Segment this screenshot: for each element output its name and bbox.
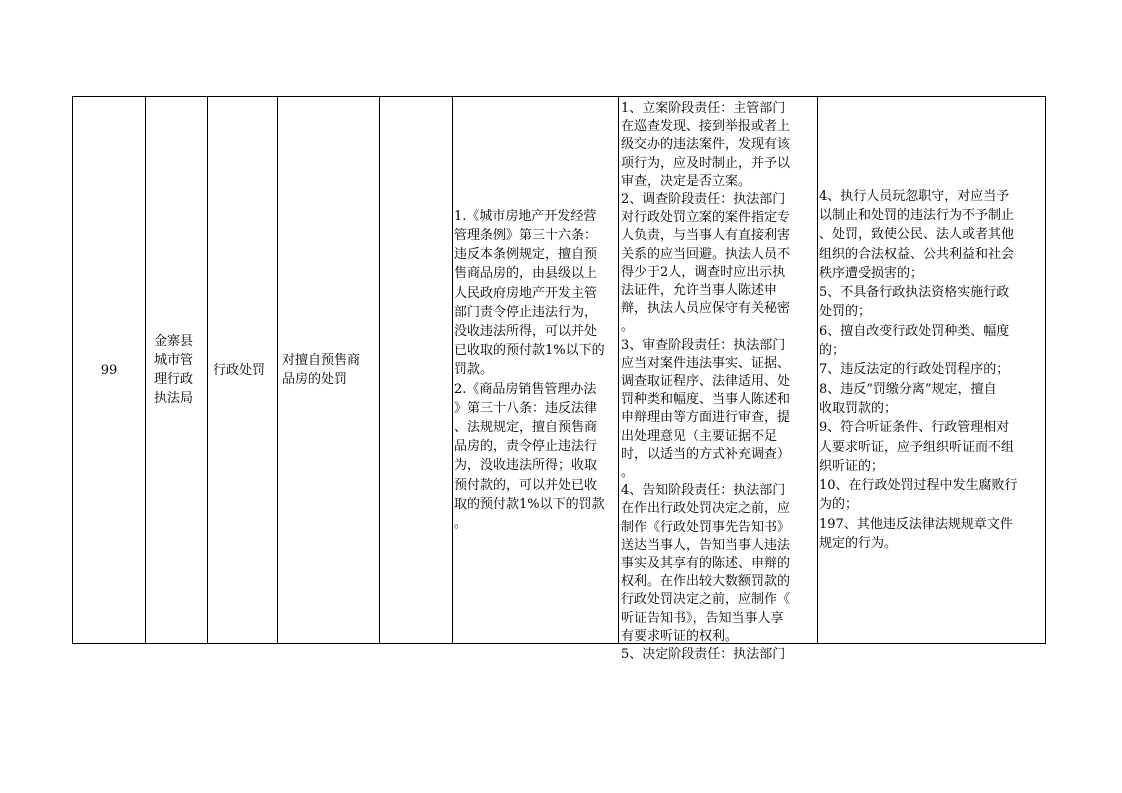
sub-item-cell — [379, 97, 452, 643]
row-number-cell — [73, 97, 145, 643]
power-item-name: 对擅自预售商 品房的处罚 — [282, 353, 361, 387]
department-cell — [145, 97, 207, 643]
row-number: 99 — [100, 362, 118, 378]
power-category: 行政处罚 — [213, 362, 266, 378]
legal-basis-text: 1.《城市房地产开发经营 管理条例》第三十六条： 违反本条例规定，擅自预 售商品房的，由县级以上 人民政府房地产开发主管 部门责令停止违法行为， 没收违法所得，可以并处 已收取的预付款1%以下的 罚款。 2.《商品房销售管理办法 》第三十八条：违反法律 、法规规定，擅自预售商 品房的，责令停止违法行 为，没收违法所得；收取 预付款的，可以并处已收 取的预付款1%以下的罚款 。 — [454, 208, 605, 532]
power-list-table — [72, 96, 1046, 663]
accountability-cell — [817, 97, 1045, 643]
item-name-cell — [277, 97, 379, 643]
responsibility-cell — [618, 97, 817, 663]
category-cell — [207, 97, 277, 643]
responsibility-text: 1、立案阶段责任：主管部门 在巡查发现、接到举报或者上 级交办的违法案件，发现有该 项行为，应及时制止，并予以 审查，决定是否立案。 2、调查阶段责任：执法部门 对行政处罚立案的案件指定专 人负责，与当事人有直接利害 关系的应当回避。执法人员不 得少于2人，调查时应出示执 法证件，允许当事人陈述申 辩，执法人员应保守有关秘密 。 3、审查阶段责任：执法部门 应当对案件违法事实、证据、 调查取证程序、法律适用、处 罚种类和幅度、当事人陈述和 申辩理由等方面进行审查，提 出处理意见（主要证据不足 时，以适当的方式补充调查） 。 4、告知阶段责任：执法部门 在作出行政处罚决定之前，应 制作《行政处罚事先告知书》 送达当事人，告知当事人违法 事实及其享有的陈述、申辩的 权利。在作出较大数额罚款的 行政处罚决定之前，应制作《 听证告知书》，告知当事人享 有要求听证的权利。 5、决定阶段责任：执法部门 — [621, 101, 791, 663]
basis-cell — [452, 97, 618, 643]
accountability-text: 4、执行人员玩忽职守，对应当予 以制止和处罚的违法行为不予制止 、处罚，致使公民、法人或者其他 组织的合法权益、公共利益和社会 秩序遭受损害的； 5、不具备行政执法资格实施行政 处罚的； 6、擅自改变行政处罚种类、幅度 的； 7、违反法定的行政处罚程序的； 8、违反“罚缴分离”规定，擅自 收取罚款的； 9、符合听证条件、行政管理相对 人要求听证，应予组织听证而不组 织听证的； 10、在行政处罚过程中发生腐败行 为的； 197、其他违反法律法规规章文件 规定的行为。 — [819, 188, 1018, 552]
department-name: 金寨县 城市管 理行政 执法局 — [154, 334, 194, 406]
